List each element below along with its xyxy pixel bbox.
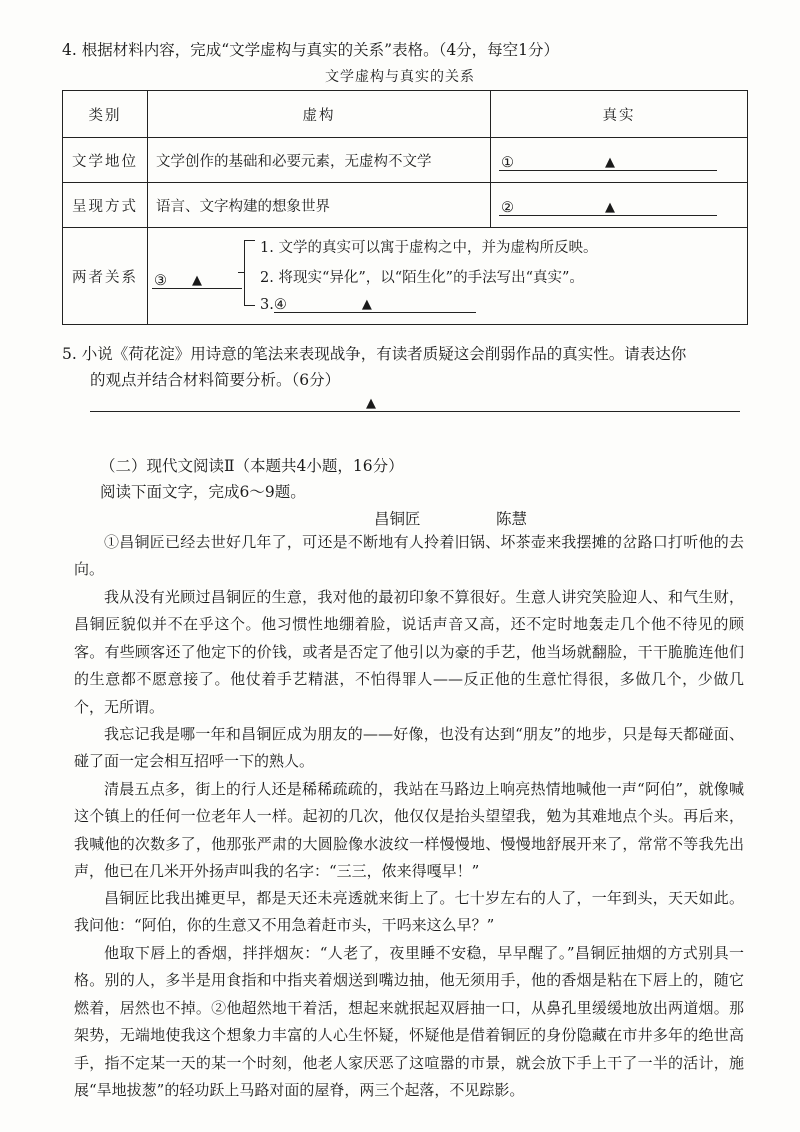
table-title: 文学虚构与真实的关系 (325, 69, 475, 85)
row-category: 呈现方式 (63, 183, 148, 228)
section-instruction: 阅读下面文字，完成6～9题。 (100, 483, 306, 501)
triangle-icon: ▲ (366, 396, 376, 411)
row-fiction: 语言、文字构建的想象世界 (148, 183, 491, 228)
q5-line1: 5. 小说《荷花淀》用诗意的笔法来表现战争，有读者质疑这会削弱作品的真实性。请表达你 (62, 345, 687, 363)
answer-cell (491, 183, 748, 228)
paragraph-5: 昌铜匠比我出摊更早，都是天还未亮透就来街上了。七十岁左右的人了，一年到头，天天如此。我问他：“阿伯，你的生意又不用急着赶市头，干吗来这么早？” (74, 889, 744, 935)
answer-blank-1[interactable]: ① ▲ (499, 150, 717, 171)
paragraph-4: 清晨五点多，街上的行人还是稀稀疏疏的，我站在马路边上响亮热情地喊他一声“阿伯”，就像喊这个镇上的任何一位老年人一样。起初的几次，他仅仅是抬头望望我，勉为其难地点个头。再后来，我喊他的次数多了，他那张严肃的大圆脸像水波纹一样慢慢地、慢慢地舒展开来了，常常不等我先出声，他已在几米开外扬声叫我的名字：“三三，侬来得嘎早！” (74, 780, 744, 881)
relation-item-1: 1. 文学的真实可以寓于虚构之中，并为虚构所反映。 (260, 240, 598, 256)
story-title: 昌铜匠 (374, 510, 421, 528)
triangle-icon: ▲ (605, 154, 615, 170)
paragraph-2: 我从没有光顾过昌铜匠的生意，我对他的最初印象不算很好。生意人讲究笑脸迎人、和气生财，昌铜匠貌似并不在乎这个。他习惯性地绷着脸，说话声音又高，还不定时地轰走几个他不待见的顾客。有些顾客还了他定下的价钱，或者是否定了他引以为豪的手艺，他当场就翻脸，干干脆脆连他们的生意都不愿意接了。他仗着手艺精湛，不怕得罪人——反正他的生意忙得很，多做几个，少做几个，无所谓。 (74, 588, 744, 716)
relation-cell (148, 228, 748, 325)
answer-blank-4[interactable]: ④ ▲ (274, 294, 476, 313)
row-category: 文学地位 (63, 138, 148, 183)
answer-blank-2[interactable]: ② ▲ (499, 195, 717, 216)
paragraph-1: ①昌铜匠已经去世好几年了，可还是不断地有人拎着旧锅、坏茶壶来我摆摊的岔路口打听他的去向。 (74, 533, 744, 579)
relation-item-2: 2. 将现实“异化”，以“陌生化”的手法写出“真实”。 (260, 270, 584, 286)
answer-blank-3[interactable]: ③ ▲ (152, 268, 242, 289)
answer-line[interactable] (90, 410, 740, 412)
relation-table (62, 90, 748, 325)
paragraph-3: 我忘记我是哪一年和昌铜匠成为朋友的——好像，也没有达到“朋友”的地步，只是每天都碰面、碰了面一定会相互招呼一下的熟人。 (74, 725, 744, 771)
row-fiction: 文学创作的基础和必要元素，无虚构不文学 (148, 138, 491, 183)
relation-item-3: 3. ④ ▲ (260, 294, 476, 313)
brace (244, 240, 255, 306)
q5-line2: 的观点并结合材料简要分析。（6分） (90, 371, 341, 389)
header-fiction: 虚构 (148, 91, 491, 138)
triangle-icon: ▲ (361, 297, 372, 312)
answer-cell (491, 138, 748, 183)
paragraph-6: 他取下唇上的香烟，拌拌烟灰：“人老了，夜里睡不安稳，早早醒了。”昌铜匠抽烟的方式别具一格。别的人，多半是用食指和中指夹着烟送到嘴边抽，他无须用手，他的香烟是粘在下唇上的，随它燃着，居然也不掉。②他超然地干着活，想起来就抿起双唇抽一口，从鼻孔里缓缓地放出两道烟。那架势，无端地使我这个想象力丰富的人心生怀疑，怀疑他是借着铜匠的身份隐藏在市井多年的绝世高手，指不定某一天的某一个时刻，他老人家厌恶了这喧嚣的市景，就会放下手上干了一半的活计，施展“旱地拔葱”的轻功跃上马路对面的屋脊，两三个起落，不见踪影。 (74, 944, 744, 1100)
triangle-icon: ▲ (192, 273, 202, 288)
section-title: （二）现代文阅读Ⅱ（本题共4小题，16分） (100, 457, 404, 475)
row-category: 两者关系 (63, 228, 148, 325)
header-reality: 真实 (491, 91, 748, 138)
q4-prompt: 4. 根据材料内容，完成“文学虚构与真实的关系”表格。（4分，每空1分） (62, 41, 560, 59)
story-author: 陈慧 (496, 510, 528, 528)
triangle-icon: ▲ (605, 199, 615, 215)
header-category: 类别 (63, 91, 148, 138)
